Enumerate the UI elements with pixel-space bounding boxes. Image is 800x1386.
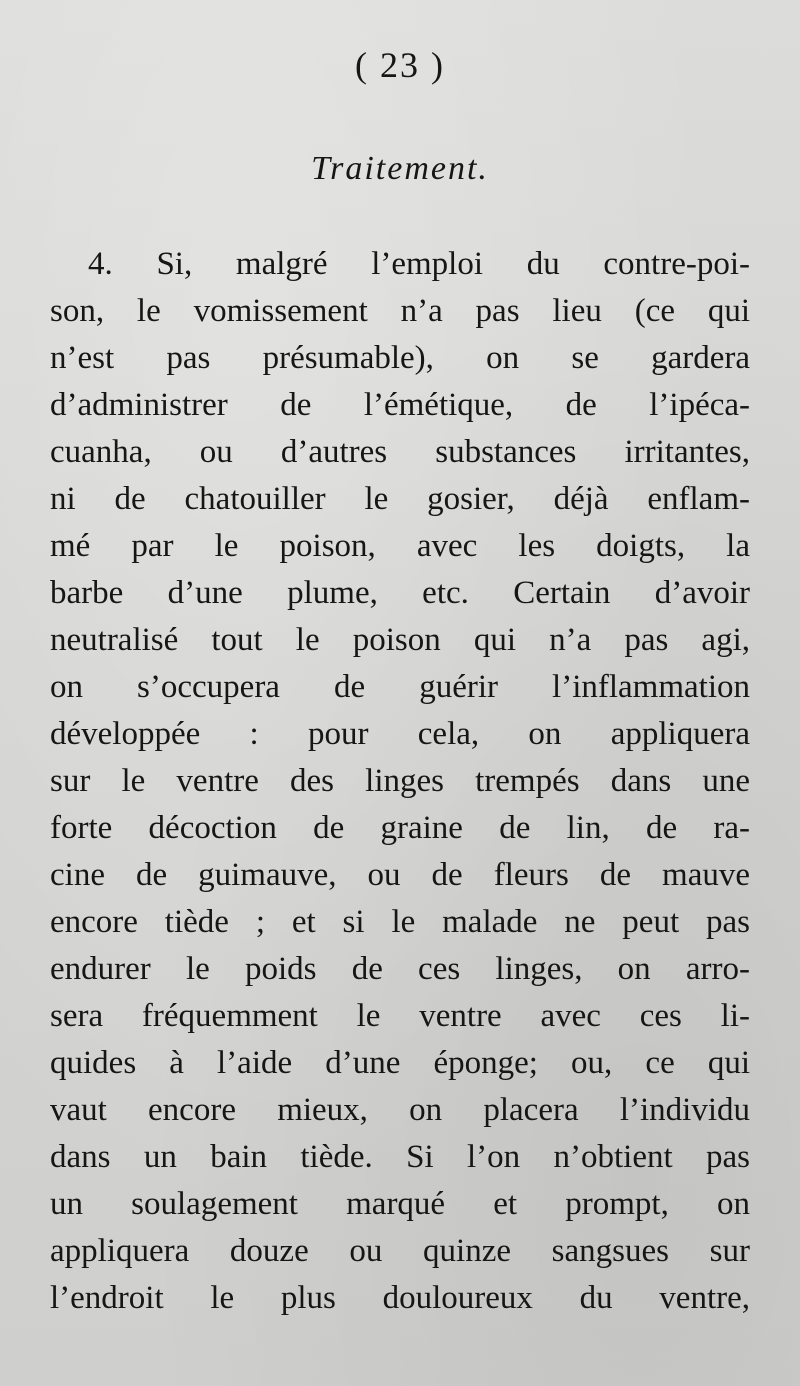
text-line: son, le vomissement n’a pas lieu (ce qui <box>50 293 750 329</box>
text-line: vaut encore mieux, on placera l’individu <box>50 1092 750 1128</box>
text-line: cine de guimauve, ou de fleurs de mauve <box>50 857 750 893</box>
text-line: l’endroit le plus douloureux du ventre, <box>50 1280 750 1316</box>
text-line: sera fréquemment le ventre avec ces li- <box>50 998 750 1034</box>
page-number: ( 23 ) <box>355 45 445 85</box>
body-text <box>50 241 750 1322</box>
text-line: 4. Si, malgré l’emploi du contre-poi- <box>88 246 750 282</box>
text-line: barbe d’une plume, etc. Certain d’avoir <box>50 575 750 611</box>
text-line: un soulagement marqué et prompt, on <box>50 1186 750 1222</box>
text-line: sur le ventre des linges trempés dans une <box>50 763 750 799</box>
text-line: endurer le poids de ces linges, on arro- <box>50 951 750 987</box>
text-line: mé par le poison, avec les doigts, la <box>50 528 750 564</box>
text-line: ni de chatouiller le gosier, déjà enflam- <box>50 481 750 517</box>
text-line: on s’occupera de guérir l’inflammation <box>50 669 750 705</box>
text-line: neutralisé tout le poison qui n’a pas agi, <box>50 622 750 658</box>
text-line: n’est pas présumable), on se gardera <box>50 340 750 376</box>
text-line: appliquera douze ou quinze sangsues sur <box>50 1233 750 1269</box>
text-line: dans un bain tiède. Si l’on n’obtient pas <box>50 1139 750 1175</box>
text-line: encore tiède ; et si le malade ne peut pas <box>50 904 750 940</box>
text-line: quides à l’aide d’une éponge; ou, ce qui <box>50 1045 750 1081</box>
text-line: forte décoction de graine de lin, de ra- <box>50 810 750 846</box>
text-line: cuanha, ou d’autres substances irritantes, <box>50 434 750 470</box>
text-line: d’administrer de l’émétique, de l’ipéca- <box>50 387 750 423</box>
text-line: développée : pour cela, on appliquera <box>50 716 750 752</box>
section-title: Traitement. <box>311 150 489 187</box>
